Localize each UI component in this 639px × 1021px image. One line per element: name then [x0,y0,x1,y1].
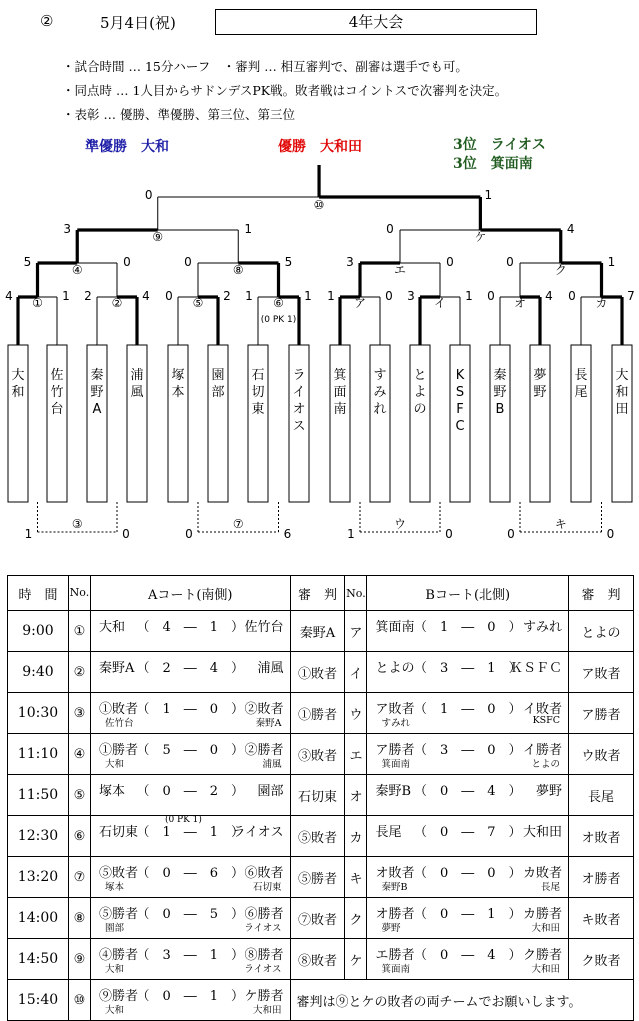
referee-a: ⑧敗者 [290,939,345,980]
third-place-1-label: 3位 ライオス [453,137,546,153]
match-cell [367,816,568,856]
score-label: 0 [122,527,130,541]
score-label: 1 [62,289,70,303]
team-b: 夢野 [536,784,563,799]
score-label: 4 [545,289,553,303]
team-b: イ勝者 [523,743,563,758]
runner-up-label: 準優勝 大和 [85,139,169,155]
team-b: イ敗者 [523,702,563,717]
time-cell: 12:30 [8,816,69,857]
score-label: 0 [185,527,193,541]
match-no-a: ① [68,611,90,652]
team-name-char: 和 [615,385,629,400]
time-cell: 14:00 [8,898,69,939]
referee-b: ア敗者 [569,652,634,693]
final-row [8,980,634,1021]
team-a: ④勝者 [98,948,138,963]
score-label: 3 [346,255,354,269]
score-label: 0 [506,255,514,269]
team-b-sub: 秦野A [255,718,282,729]
team-a-sub: 夢野 [381,923,401,934]
team-a: ①敗者 [98,702,138,717]
match-cell [367,775,568,815]
court-a-match [90,939,290,980]
team-b: 園部 [257,784,284,799]
team-name-char: よ [413,385,427,400]
score: （ 1 ― 0 ） [413,620,522,635]
team-a: とよの [375,661,415,676]
score: （ 0 ― 7 ） [413,825,522,840]
team-b: ク勝者 [523,948,563,963]
time-cell: 9:00 [8,611,69,652]
team-name-char: 東 [251,402,265,417]
table-row [8,652,634,693]
header-time: 時 間 [8,576,69,611]
team-name-char: と [413,368,427,383]
team-a: 秦野A [98,661,135,676]
referee-b: オ勝者 [569,857,634,898]
team-b-sub: 石切東 [253,882,282,893]
match-cell [367,693,568,733]
rule-line-1: ・試合時間 … 15分ハーフ ・審判 … 相互審判で、副審は選手でも可。 [62,59,468,74]
team-name-char: ス [292,419,306,434]
score-label: 3 [407,289,415,303]
score-label: 1 [245,289,253,303]
score-label: 1 [327,289,335,303]
court-a-match [90,734,290,775]
team-a: オ敗者 [375,866,415,881]
header-no-b: No. [345,576,367,611]
header-no-a: No. [68,576,90,611]
team-a-sub: 大和 [104,1005,124,1016]
team-b: カ敗者 [523,866,563,881]
court-a-match [90,816,290,857]
match-cell [367,611,568,651]
header-court-a: Aコート(南側) [90,576,290,611]
table-row [8,693,634,734]
score: （ 2 ― 4 ） [136,661,244,676]
match-no-b: ク [345,898,367,939]
team-a-sub: 箕面南 [381,964,410,975]
match-number: ② [111,296,123,310]
rule-line-2: ・同点時 … 1人目からサドンデスPK戦。敗者戦はコイントスで次審判を決定。 [62,83,508,98]
header-ref-b: 審 判 [569,576,634,611]
team-b-sub: とよの [531,759,561,770]
team-b-sub: ライオス [244,923,282,934]
team-a-sub: 塚本 [104,882,124,893]
team-name-char: B [495,402,505,417]
event-date: 5月4日(祝) [100,14,176,32]
score-label: 1 [607,255,616,269]
team-a-sub: 秦野B [381,882,408,893]
team-name-char: 秦 [493,368,507,383]
score-label: 0 [144,188,153,202]
match-no-a: ⑩ [68,980,90,1021]
team-name-char: 尾 [574,385,588,400]
match-no-b: キ [345,857,367,898]
match-number: ⑩ [313,198,325,212]
match-cell [367,652,568,692]
team-b: 浦風 [257,661,284,676]
team-name-char: 箕 [333,368,347,383]
score-label: 4 [142,289,150,303]
team-a: オ勝者 [375,907,415,922]
team-a-sub: 箕面南 [381,759,410,770]
match-cell [91,652,290,692]
team-name-char: み [373,385,387,400]
team-b: ②勝者 [244,743,284,758]
score: （ 5 ― 0 ） [136,743,244,758]
team-name-char: ラ [292,368,306,383]
team-a: 石切東 [98,825,138,840]
score: （ 0 ― 0 ） [413,866,522,881]
referee-b: ウ敗者 [569,734,634,775]
match-no-a: ③ [68,693,90,734]
team-a: エ勝者 [375,948,415,963]
match-no-b: ケ [345,939,367,980]
referee-b: とよの [569,611,634,652]
court-a-match [90,775,290,816]
match-cell [367,857,568,897]
score-label: 6 [283,527,292,541]
team-b: 佐竹台 [244,620,284,635]
team-a: ア勝者 [375,743,415,758]
score-label: 0 [606,527,615,541]
match-number: ⑥ [273,296,284,310]
score: （ 0 ― 1 ） [136,989,244,1004]
score-label: 0 [386,222,394,236]
referee-a: ⑦敗者 [290,898,345,939]
team-name-char: 切 [251,385,265,400]
court-b-match [367,652,569,693]
team-a-sub: すみれ [381,718,410,729]
referee-a: ⑤勝者 [290,857,345,898]
score: （ 1 ― 0 ） [413,702,522,717]
score-label: 2 [84,289,92,303]
referee-b: 長尾 [569,775,634,816]
team-name-char: 野 [493,385,507,400]
match-number: キ [554,517,567,531]
team-name-char: 南 [333,402,347,417]
match-no-a: ⑧ [68,898,90,939]
score-label: 0 [568,289,576,303]
team-name-char: F [456,402,464,417]
team-name-char: 夢 [533,368,547,383]
table-row [8,611,634,652]
team-a: ⑤敗者 [98,866,138,881]
team-name-char: C [455,419,465,434]
match-cell [91,734,290,774]
header-court-b: Bコート(北側) [367,576,569,611]
team-b: ケ勝者 [244,989,284,1004]
team-name-char: 本 [171,385,185,400]
team-a: ①勝者 [98,743,138,758]
court-b-match [367,898,569,939]
referee-a: ⑤敗者 [290,816,345,857]
court-b-match [367,857,569,898]
team-name-char: S [455,385,465,400]
referee-a: ③敗者 [290,734,345,775]
score: （ 0 ― 4 ） [413,948,522,963]
table-row [8,939,634,980]
match-cell [91,816,290,856]
match-number: ④ [71,263,83,277]
team-a: ア敗者 [375,702,415,717]
score-label: 0 [123,255,131,269]
time-cell: 14:50 [8,939,69,980]
match-cell [91,611,290,651]
match-no-a: ④ [68,734,90,775]
team-b: ⑧勝者 [244,948,284,963]
time-cell: 11:50 [8,775,69,816]
team-b-sub: 大和田 [531,964,561,975]
final-note: 審判は⑨とケの敗者の両チームでお願いします。 [290,980,633,1021]
table-row [8,734,634,775]
team-name-char: 面 [333,385,347,400]
match-number: ③ [71,517,83,531]
team-name-char: 長 [574,368,588,383]
header-ref-a: 審 判 [290,576,345,611]
score: （ 0 ― 4 ） [413,784,522,799]
team-a-sub: 園部 [104,923,124,934]
team-name-char: 秦 [90,368,104,383]
schedule-header-row [8,576,634,611]
match-cell [91,693,290,733]
score-label: 0 [445,527,453,541]
match-number: ケ [474,230,487,244]
time-cell: 13:20 [8,857,69,898]
team-a-sub: 佐竹台 [104,718,134,729]
team-a: 長尾 [375,825,402,840]
team-a: 秦野B [375,784,412,799]
team-name-char: 部 [211,385,225,400]
team-name-char: イ [292,385,306,400]
referee-b: ク敗者 [569,939,634,980]
score-label: 1 [347,527,355,541]
team-name-char: 風 [130,385,144,400]
score: （ 0 ― 1 ） [413,907,522,922]
score-label: 1 [244,222,253,236]
court-b-match [367,775,569,816]
score: （ 1 ― 1 ） [136,825,244,840]
match-number: ⑧ [232,263,244,277]
match-no-b: オ [345,775,367,816]
time-cell: 10:30 [8,693,69,734]
team-a: ⑨勝者 [98,989,138,1004]
match-no-b: カ [345,816,367,857]
team-b: ⑥勝者 [244,907,284,922]
match-cell [367,939,568,979]
score: （ 3 ― 1 ） [413,661,522,676]
court-a-match [90,693,290,734]
team-b-sub: ライオス [244,964,282,975]
match-no-b: エ [345,734,367,775]
team-name-char: 台 [50,402,64,417]
match-number: ⑤ [192,296,204,310]
court-a-match [90,652,290,693]
match-number: イ [433,296,447,310]
team-b-sub: KSFC [532,715,561,726]
match-number: ク [554,263,567,277]
score-label: 7 [627,289,635,303]
match-number: ① [32,296,43,310]
referee-a: ①敗者 [290,652,345,693]
match-number: ⑦ [232,517,244,531]
team-name-char: 田 [615,402,629,417]
score-label: 1 [465,289,473,303]
score: （ 3 ― 1 ） [136,948,244,963]
team-name-char: 塚 [171,368,185,383]
team-name-char: 和 [11,385,25,400]
score: （ 4 ― 1 ） [136,620,244,635]
team-b: ②敗者 [244,702,284,717]
referee-a: 秦野A [290,611,345,652]
match-cell [367,898,568,938]
score-label: 5 [284,255,293,269]
score-label: 0 [184,255,192,269]
score: （ 0 ― 6 ） [136,866,244,881]
court-b-match [367,734,569,775]
team-name-char: 大 [11,368,25,383]
court-b-match [367,611,569,652]
match-no-b: ウ [345,693,367,734]
court-b-match [367,693,569,734]
match-cell [91,775,290,815]
match-cell [367,734,568,774]
table-row [8,857,634,898]
team-b: 大和田 [523,825,563,840]
team-name-char: れ [373,402,387,417]
score-label: 1 [24,527,33,541]
team-a-sub: 大和 [104,759,124,770]
match-no-a: ⑤ [68,775,90,816]
team-b-sub: 浦風 [262,759,282,770]
match-number: オ [513,296,527,310]
match-no-a: ⑨ [68,939,90,980]
match-no-a: ② [68,652,90,693]
final-match [90,980,290,1021]
time-cell: 9:40 [8,652,69,693]
score: （ 0 ― 5 ） [136,907,244,922]
third-place-2-label: 3位 箕面南 [453,156,533,172]
match-no-b: ア [345,611,367,652]
time-cell: 11:10 [8,734,69,775]
table-row [8,816,634,857]
pk-result: (0 PK 1) [164,815,202,825]
score: （ 0 ― 2 ） [136,784,244,799]
team-name-char: 佐 [50,368,64,383]
team-name-char: 園 [211,368,225,383]
referee-b: ア勝者 [569,693,634,734]
court-b-match [367,939,569,980]
team-b: すみれ [523,620,563,635]
score-label: 0 [446,255,454,269]
match-cell [91,980,290,1020]
court-b-match [367,816,569,857]
match-number: ⑨ [152,230,164,244]
score-label: 0 [385,289,393,303]
team-b: ⑥敗者 [244,866,284,881]
team-name-char: 野 [90,385,104,400]
referee-a: ①勝者 [290,693,345,734]
referee-b: キ敗者 [569,898,634,939]
winner-label: 優勝 大和田 [278,139,362,155]
score: （ 3 ― 0 ） [413,743,522,758]
team-name-char: K [455,368,465,383]
section-number: ② [40,12,54,30]
team-b-sub: 大和田 [531,923,561,934]
team-name-char: 石 [251,368,265,383]
match-number: ウ [393,517,407,531]
score-label: 1 [304,289,312,303]
team-a-sub: 大和 [104,964,124,975]
match-no-a: ⑦ [68,857,90,898]
team-b: カ勝者 [523,907,563,922]
court-a-match [90,898,290,939]
score-label: 3 [63,222,72,236]
table-row [8,898,634,939]
team-b-sub: 大和田 [253,1005,282,1016]
score-label: 0 [507,527,515,541]
court-a-match [90,611,290,652]
team-name-char: A [92,402,102,417]
team-name-char: オ [292,402,306,417]
team-a: 塚本 [98,784,125,799]
team-b: ＫＳＦＣ [510,661,563,676]
table-row [8,775,634,816]
team-b-sub: 長尾 [541,882,561,893]
court-a-match [90,857,290,898]
team-name-char: 野 [533,385,547,400]
tournament-title: 4年大会 [215,9,537,35]
score-label: 1 [484,188,493,202]
score-label: 0 [487,289,495,303]
referee-a: 石切東 [290,775,345,816]
referee-b: オ敗者 [569,816,634,857]
team-a: ⑤勝者 [98,907,138,922]
match-number: エ [393,263,407,277]
team-a: 箕面南 [375,620,415,635]
score-label: 5 [23,255,32,269]
team-b: ライオス [232,825,284,840]
match-cell [91,939,290,979]
team-a: 大和 [98,620,125,635]
team-name-char: の [413,402,427,417]
pk-result: (0 PK 1) [260,315,297,325]
score-label: 4 [566,222,575,236]
team-name-char: 竹 [50,385,64,400]
team-name-char: す [373,368,387,383]
team-name-char: 浦 [130,368,144,383]
score: （ 1 ― 0 ） [136,702,244,717]
score-label: 0 [165,289,173,303]
match-cell [91,898,290,938]
schedule-table [7,575,634,1021]
match-cell [91,857,290,897]
match-no-b: イ [345,652,367,693]
team-name-char: 大 [615,368,629,383]
score-label: 2 [223,289,231,303]
match-number: ア [353,296,367,310]
match-no-a: ⑥ [68,816,90,857]
rule-line-3: ・表彰 … 優勝、準優勝、第三位、第三位 [62,107,295,122]
match-number: カ [595,296,608,310]
score-label: 4 [5,289,13,303]
time-cell: 15:40 [8,980,69,1021]
